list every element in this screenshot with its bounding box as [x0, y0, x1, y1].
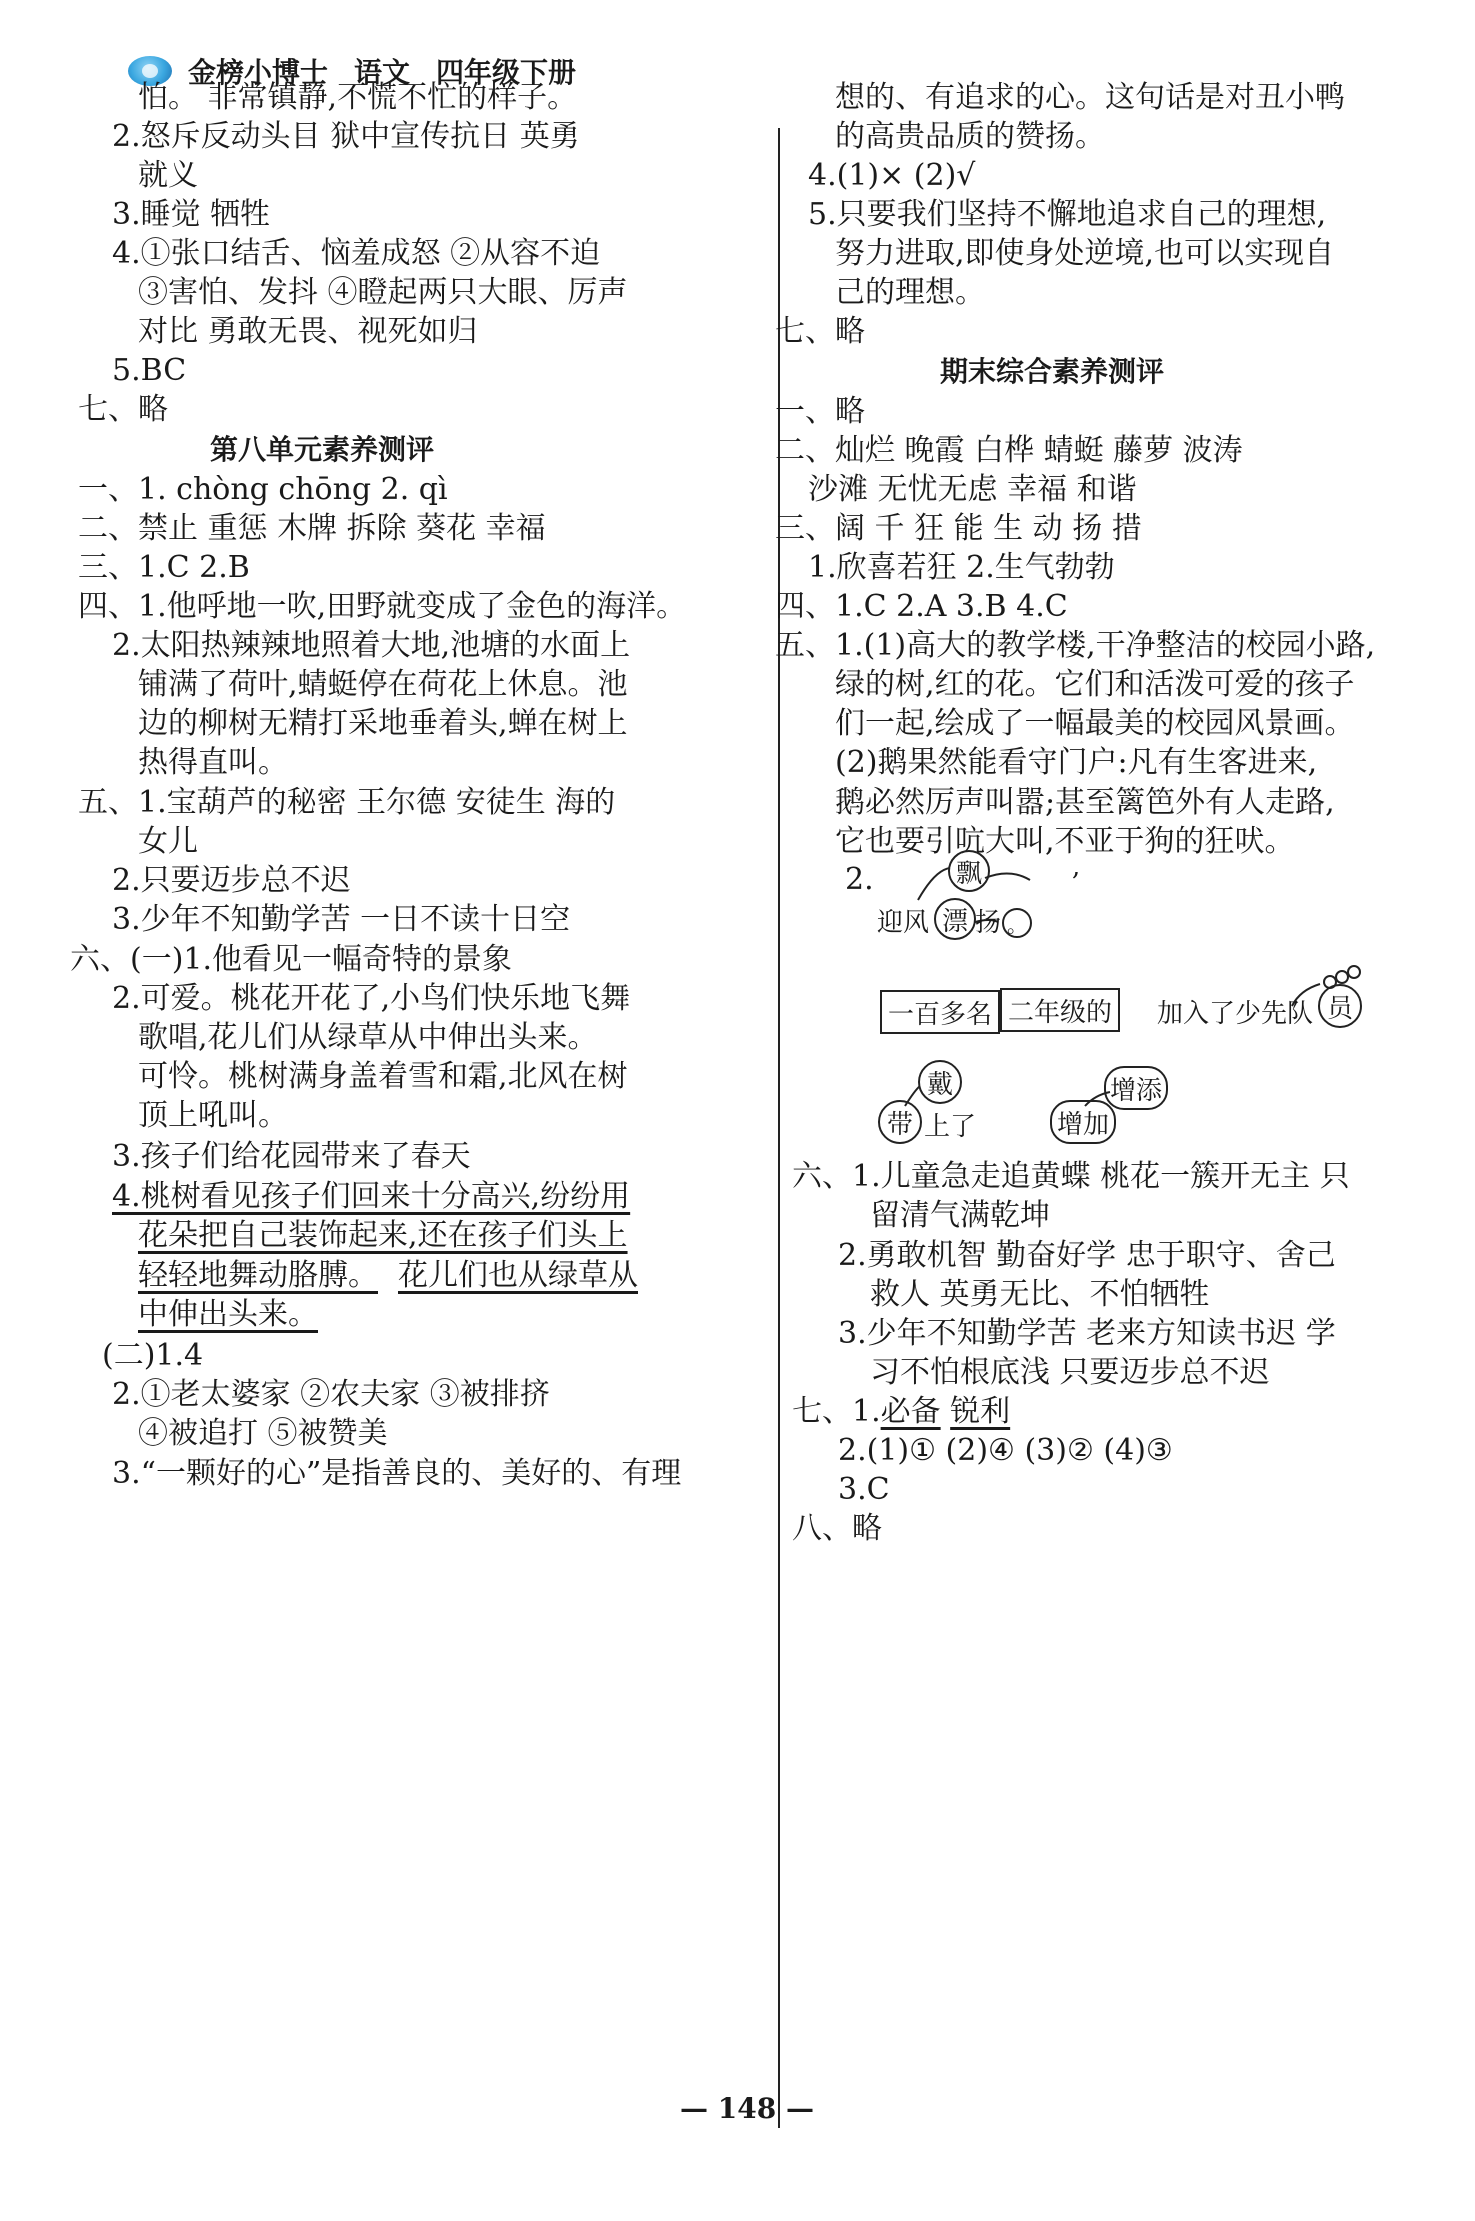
text-line: 铺满了荷叶,蜻蜓停在荷花上休息。池 [138, 667, 628, 702]
text-line: 三、阔 千 狂 能 生 动 扬 措 [775, 511, 1142, 546]
text-line: 热得直叫。 [138, 745, 288, 780]
text-line-underlined: 中伸出头来。 [138, 1297, 318, 1332]
text-line: 己的理想。 [835, 275, 985, 310]
diagram-circle: 戴 [918, 1060, 962, 1104]
text-fragment: 七、1. [792, 1394, 881, 1429]
text-line: ③害怕、发抖 ④瞪起两只大眼、厉声 [138, 275, 628, 310]
diagram-circle: 员 [1318, 984, 1362, 1028]
text-line: 沙滩 无忧无虑 幸福 和谐 [808, 472, 1137, 507]
diagram-text: , [1072, 852, 1081, 882]
diagram-box: 二年级的 [1000, 988, 1120, 1032]
text-line: 2.怒斥反动头目 狱中宣传抗日 英勇 [112, 119, 580, 154]
text-line: 留清气满乾坤 [870, 1198, 1050, 1233]
text-line: 六、(一)1.他看见一幅奇特的景象 [70, 942, 513, 977]
diagram-oval: 增添 [1104, 1066, 1168, 1110]
diagram-text: 迎风 [877, 908, 930, 938]
text-line: 的高贵品质的赞扬。 [835, 119, 1105, 154]
text-line: 七、略 [775, 314, 865, 349]
text-line: 就义 [138, 158, 198, 193]
grade-name: 四年级下册 [436, 56, 577, 89]
diagram-circle: 漂 [934, 898, 976, 940]
text-line: 三、1.C 2.B [78, 550, 250, 585]
text-line: 4.①张口结舌、恼羞成怒 ②从容不迫 [112, 236, 601, 271]
text-line: 一、1. chòng chōng 2. qì [78, 472, 448, 507]
text-line: (2)鹅果然能看守门户:凡有生客进来, [835, 745, 1318, 780]
text-line-underlined: 轻轻地舞动胳膊。 [138, 1258, 378, 1293]
text-line-underlined: 花朵把自己装饰起来,还在孩子们头上 [138, 1218, 628, 1253]
text-line: 六、1.儿童急走追黄蝶 桃花一簇开无主 只 [792, 1159, 1350, 1194]
text-line: 们一起,绘成了一幅最美的校园风景画。 [835, 706, 1355, 741]
text-line: 努力进取,即使身处逆境,也可以实现自 [835, 236, 1335, 271]
diagram-text: 加入了少先队 [1157, 999, 1314, 1029]
text-line: 五、1.(1)高大的教学楼,干净整洁的校园小路, [775, 628, 1376, 663]
text-line: (二)1.4 [102, 1338, 204, 1373]
text-line: 习不怕根底浅 只要迈步总不迟 [870, 1355, 1270, 1390]
text-line: 2.勇敢机智 勤奋好学 忠于职守、舍己 [838, 1238, 1336, 1273]
text-line: 八、略 [792, 1511, 882, 1546]
text-line: 歌唱,花儿们从绿草从中伸出头来。 [138, 1020, 598, 1055]
text-line: 二、禁止 重惩 木牌 拆除 葵花 幸福 [78, 511, 546, 546]
diagram-oval: 增加 [1050, 1100, 1116, 1144]
text-line: 五、1.宝葫芦的秘密 王尔德 安徒生 海的 [78, 785, 616, 820]
text-line: 4.(1)× (2)√ [808, 158, 976, 193]
text-line: 3.孩子们给花园带来了春天 [112, 1139, 471, 1174]
diagram-text: 扬 [975, 908, 1002, 938]
text-line: 绿的树,红的花。它们和活泼可爱的孩子 [835, 667, 1355, 702]
text-line: 四、1.他呼地一吹,田野就变成了金色的海洋。 [78, 589, 687, 624]
text-line: 2.可爱。桃花开花了,小鸟们快乐地飞舞 [112, 981, 631, 1016]
diagram-circle: 飘 [948, 850, 990, 892]
text-line [792, 1392, 1010, 1432]
text-line: 女儿 [138, 824, 198, 859]
text-line: 七、略 [78, 392, 168, 427]
text-line: 顶上吼叫。 [138, 1098, 288, 1133]
text-line: 二、灿烂 晚霞 白桦 蜻蜓 藤萝 波涛 [775, 433, 1243, 468]
text-line: 怕。 非常镇静,不慌不忙的样子。 [138, 80, 578, 115]
text-line: 边的柳树无精打采地垂着头,蝉在树上 [138, 706, 628, 741]
text-line: 对比 勇敢无畏、视死如归 [138, 314, 478, 349]
text-line: 鹅必然厉声叫嚣;甚至篱笆外有人走路, [835, 785, 1335, 820]
text-line: 2.(1)① (2)④ (3)② (4)③ [838, 1433, 1173, 1468]
text-line: 3.“一颗好的心”是指善良的、美好的、有理 [112, 1456, 682, 1491]
text-line: 可怜。桃树满身盖着雪和霜,北风在树 [138, 1059, 628, 1094]
text-line: 2.太阳热辣辣地照着大地,池塘的水面上 [112, 628, 631, 663]
text-line: 2.只要迈步总不迟 [112, 863, 351, 898]
text-line: 它也要引吭大叫,不亚于狗的狂吠。 [835, 824, 1295, 859]
text-line: 2. [845, 862, 874, 897]
text-line-underlined: 花儿们也从绿草从 [398, 1258, 638, 1293]
text-line-underlined: 4.桃树看见孩子们回来十分高兴,纷纷用 [112, 1179, 631, 1214]
text-line: 1.欣喜若狂 2.生气勃勃 [808, 550, 1115, 585]
text-line: 5.只要我们坚持不懈地追求自己的理想, [808, 197, 1327, 232]
text-line: 一、略 [775, 394, 865, 429]
diagram-circle: 带 [878, 1100, 922, 1144]
section-title-unit8: 第八单元素养测评 [210, 433, 435, 466]
diagram-circle: 。 [1002, 908, 1032, 938]
text-line: 3.少年不知勤学苦 一日不读十日空 [112, 902, 571, 937]
text-line: 四、1.C 2.A 3.B 4.C [775, 589, 1068, 624]
text-line: 3.C [838, 1472, 890, 1507]
diagram-box: 一百多名 [880, 990, 1000, 1034]
section-title-final: 期末综合素养测评 [940, 355, 1165, 388]
subject-name: 语文 [354, 56, 411, 89]
text-line: 2.①老太婆家 ②农夫家 ③被排挤 [112, 1377, 550, 1412]
text-line: 3.睡觉 牺牲 [112, 197, 271, 232]
underlined-answer: 必备 [880, 1394, 941, 1429]
text-line: 想的、有追求的心。这句话是对丑小鸭 [835, 80, 1345, 115]
text-line: ④被追打 ⑤被赞美 [138, 1416, 388, 1451]
text-line: 5.BC [112, 353, 187, 388]
page-number: — 148 — [680, 2092, 814, 2125]
text-line: 3.少年不知勤学苦 老来方知读书迟 学 [838, 1316, 1336, 1351]
diagram-text: 上了 [924, 1112, 977, 1142]
brand-name: 金榜小博士 [188, 56, 329, 89]
underlined-answer: 锐利 [950, 1394, 1011, 1429]
text-line: 救人 英勇无比、不怕牺牲 [870, 1277, 1210, 1312]
